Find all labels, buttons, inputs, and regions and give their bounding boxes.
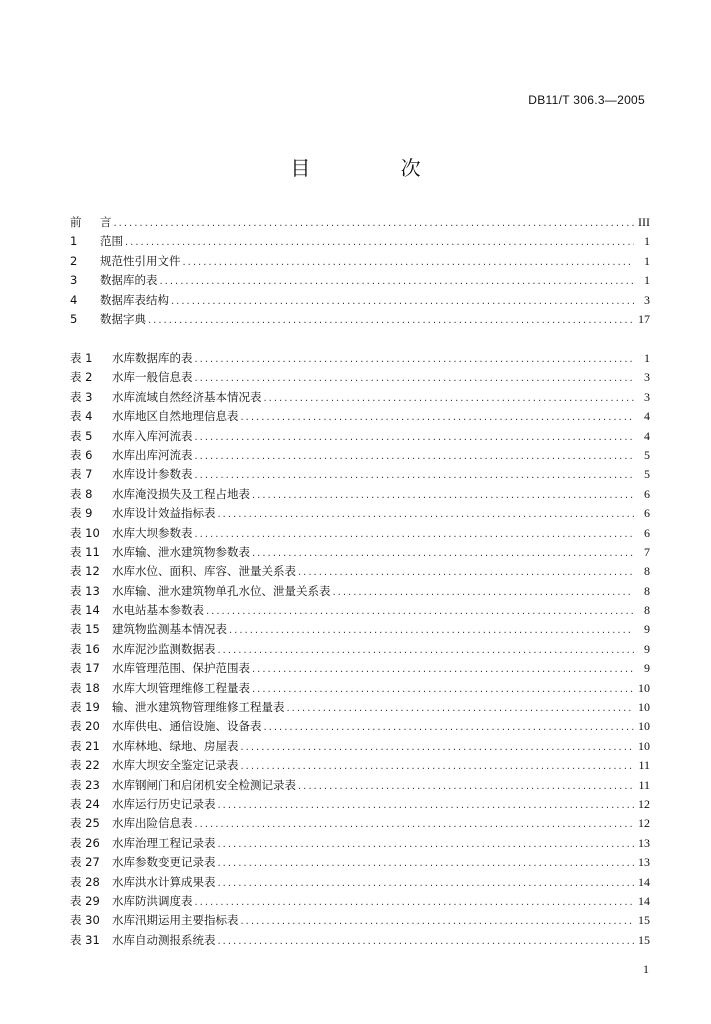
entry-number: 3 — [70, 273, 78, 288]
dot-leader — [195, 369, 635, 388]
entry-label: 输、泄水建筑物管理维修工程量表 — [112, 700, 285, 715]
entry-number: 表 2 — [70, 370, 93, 385]
entry-label: 水库管理范围、保护范围表 — [112, 661, 250, 676]
entry-label: 水库自动测报系统表 — [112, 932, 216, 947]
entry-label: 水库大坝管理维修工程量表 — [112, 680, 250, 695]
dot-leader — [195, 815, 635, 834]
dot-leader — [195, 525, 635, 544]
entry-number: 表 10 — [70, 525, 100, 540]
toc-table-entry[interactable] — [70, 446, 650, 465]
entry-page: 5 — [644, 467, 650, 482]
entry-number: 表 24 — [70, 796, 100, 811]
dot-leader — [183, 253, 635, 272]
entry-label: 水库设计参数表 — [112, 467, 193, 482]
entry-number: 表 25 — [70, 816, 100, 831]
entry-page: 1 — [644, 253, 650, 268]
entry-page: 4 — [644, 409, 650, 424]
entry-number: 表 3 — [70, 389, 93, 404]
dot-leader — [241, 912, 635, 931]
dot-leader — [160, 272, 635, 291]
toc-table-entry[interactable] — [70, 795, 650, 814]
toc-table-entry[interactable] — [70, 640, 650, 659]
dot-leader — [252, 486, 634, 505]
toc-entry[interactable] — [70, 291, 650, 310]
toc-table-entry[interactable] — [70, 756, 650, 775]
entry-page: 13 — [638, 855, 650, 870]
entry-number: 表 13 — [70, 583, 100, 598]
entry-label: 水库洪水计算成果表 — [112, 874, 216, 889]
toc-table-entry[interactable] — [70, 582, 650, 601]
entry-label: 规范性引用文件 — [100, 253, 181, 268]
dot-leader — [195, 466, 635, 485]
dot-leader — [125, 233, 634, 252]
toc-table-entry[interactable] — [70, 504, 650, 523]
dot-leader — [241, 757, 635, 776]
entry-page: 10 — [638, 700, 650, 715]
entry-label: 水库大坝参数表 — [112, 525, 193, 540]
entry-page: 14 — [638, 874, 650, 889]
toc-table-entry[interactable] — [70, 524, 650, 543]
toc-entry[interactable] — [70, 271, 650, 290]
toc-table-entry[interactable] — [70, 659, 650, 678]
entry-page: 12 — [638, 796, 650, 811]
entry-page: 5 — [644, 447, 650, 462]
entry-page: 9 — [644, 661, 650, 676]
dot-leader — [333, 583, 635, 602]
entry-page: 6 — [644, 506, 650, 521]
toc-table-entry[interactable] — [70, 407, 650, 426]
entry-label: 水库运行历史记录表 — [112, 796, 216, 811]
entry-number: 表 27 — [70, 855, 100, 870]
entry-page: 8 — [644, 603, 650, 618]
toc-table-entry[interactable] — [70, 368, 650, 387]
entry-number: 表 16 — [70, 641, 100, 656]
dot-leader — [218, 796, 635, 815]
entry-page: 1 — [644, 273, 650, 288]
entry-label: 水库出险信息表 — [112, 816, 193, 831]
dot-leader — [298, 563, 634, 582]
toc-table-entry[interactable] — [70, 737, 650, 756]
entry-number: 表 17 — [70, 661, 100, 676]
entry-label: 水库流域自然经济基本情况表 — [112, 389, 262, 404]
entry-page: 10 — [638, 680, 650, 695]
entry-label: 水库钢闸门和启闭机安全检测记录表 — [112, 777, 296, 792]
entry-label: 水电站基本参数表 — [112, 603, 204, 618]
document-code: DB11/T 306.3—2005 — [528, 93, 645, 107]
entry-number: 表 22 — [70, 758, 100, 773]
entry-label: 水库数据库的表 — [112, 351, 193, 365]
entry-label: 水库淹没损失及工程占地表 — [112, 486, 250, 501]
entry-number: 表 28 — [70, 874, 100, 889]
entry-number: 4 — [70, 292, 78, 307]
dot-leader — [148, 311, 634, 330]
entry-label: 水库参数变更记录表 — [112, 855, 216, 870]
entry-number: 表 30 — [70, 913, 100, 928]
entry-label: 水库水位、面积、库容、泄量关系表 — [112, 564, 296, 579]
entry-number: 表 14 — [70, 603, 100, 618]
toc-table-entry[interactable] — [70, 427, 650, 446]
dot-leader — [218, 874, 635, 893]
entry-label: 数据库的表 — [100, 273, 158, 288]
dot-leader — [252, 660, 634, 679]
dot-leader — [252, 544, 634, 563]
entry-label: 数据字典 — [100, 311, 146, 326]
entry-label: 言 — [100, 215, 112, 229]
dot-leader — [218, 835, 635, 854]
entry-number: 表 20 — [70, 719, 100, 734]
dot-leader — [252, 680, 634, 699]
entry-label: 建筑物监测基本情况表 — [112, 622, 227, 637]
entry-number: 表 8 — [70, 486, 93, 501]
toc-table-entry[interactable] — [70, 911, 650, 930]
entry-page: 15 — [638, 932, 650, 947]
dot-leader — [264, 718, 635, 737]
dot-leader — [171, 292, 634, 311]
entry-page: 11 — [638, 777, 650, 792]
toc-entry[interactable] — [70, 232, 650, 251]
entry-label: 水库入库河流表 — [112, 428, 193, 443]
entry-number: 1 — [70, 234, 78, 249]
entry-label: 水库供电、通信设施、设备表 — [112, 719, 262, 734]
entry-page: 12 — [638, 816, 650, 831]
entry-label: 范围 — [100, 234, 123, 249]
dot-leader — [298, 777, 634, 796]
entry-page: 13 — [638, 835, 650, 850]
toc-table-entry[interactable] — [70, 485, 650, 504]
toc-entry[interactable] — [70, 310, 650, 329]
entry-number: 表 23 — [70, 777, 100, 792]
entry-label: 水库输、泄水建筑物参数表 — [112, 544, 250, 559]
toc-table-entry[interactable] — [70, 698, 650, 717]
entry-page: 10 — [638, 719, 650, 734]
toc-table-entry[interactable] — [70, 776, 650, 795]
entry-page: 3 — [644, 370, 650, 385]
toc-table-entry[interactable] — [70, 562, 650, 581]
entry-label: 水库林地、绿地、房屋表 — [112, 738, 239, 753]
entry-page: III — [638, 215, 650, 229]
entry-page: 6 — [644, 525, 650, 540]
entry-page: 6 — [644, 486, 650, 501]
entry-label: 水库汛期运用主要指标表 — [112, 913, 239, 928]
entry-label: 水库大坝安全鉴定记录表 — [112, 758, 239, 773]
entry-number: 表 5 — [70, 428, 93, 443]
entry-page: 1 — [644, 234, 650, 249]
dot-leader — [229, 621, 634, 640]
dot-leader — [241, 738, 635, 757]
entry-number: 5 — [70, 311, 78, 326]
toc-table-entry[interactable] — [70, 717, 650, 736]
toc-table-entry[interactable] — [70, 465, 650, 484]
entry-label: 水库出库河流表 — [112, 447, 193, 462]
toc-tables-list — [70, 349, 650, 950]
entry-page: 17 — [638, 311, 650, 326]
toc-table-entry[interactable] — [70, 873, 650, 892]
entry-page: 14 — [638, 893, 650, 908]
toc-table-entry[interactable] — [70, 620, 650, 639]
entry-number: 表 31 — [70, 932, 100, 947]
dot-leader — [218, 854, 635, 873]
entry-number: 表 26 — [70, 835, 100, 850]
toc-table-entry[interactable] — [70, 892, 650, 911]
entry-number: 前 — [70, 215, 82, 229]
entry-number: 表 9 — [70, 506, 93, 521]
entry-number: 表 15 — [70, 622, 100, 637]
toc-table-entry[interactable] — [70, 388, 650, 407]
entry-page: 15 — [638, 913, 650, 928]
entry-number: 表 4 — [70, 409, 93, 424]
page-number: 1 — [643, 962, 649, 976]
toc-entry[interactable] — [70, 213, 650, 232]
entry-number: 表 12 — [70, 564, 100, 579]
toc-table-entry[interactable] — [70, 834, 650, 853]
dot-leader — [195, 350, 635, 369]
entry-number: 表 29 — [70, 893, 100, 908]
entry-page: 9 — [644, 622, 650, 637]
dot-leader — [218, 932, 635, 951]
entry-label: 水库地区自然地理信息表 — [112, 409, 239, 424]
entry-page: 3 — [644, 389, 650, 404]
entry-number: 2 — [70, 253, 78, 268]
toc-table-entry[interactable] — [70, 931, 650, 950]
dot-leader — [218, 505, 635, 524]
toc-table-entry[interactable] — [70, 349, 650, 368]
entry-page: 9 — [644, 641, 650, 656]
entry-number: 表 19 — [70, 700, 100, 715]
entry-label: 水库防洪调度表 — [112, 893, 193, 908]
dot-leader — [241, 408, 635, 427]
toc-entry[interactable] — [70, 252, 650, 271]
dot-leader — [264, 389, 635, 408]
entry-label: 水库设计效益指标表 — [112, 506, 216, 521]
toc-table-entry[interactable] — [70, 543, 650, 562]
entry-page: 8 — [644, 564, 650, 579]
entry-label: 数据库表结构 — [100, 292, 169, 307]
toc-sections-list — [70, 213, 650, 329]
dot-leader — [287, 699, 635, 718]
entry-number: 表 21 — [70, 738, 100, 753]
dot-leader — [195, 447, 635, 466]
entry-page: 8 — [644, 583, 650, 598]
entry-label: 水库一般信息表 — [112, 370, 193, 385]
entry-label: 水库输、泄水建筑物单孔水位、泄量关系表 — [112, 583, 331, 598]
entry-label: 水库治理工程记录表 — [112, 835, 216, 850]
dot-leader — [195, 893, 635, 912]
entry-page: 11 — [638, 758, 650, 773]
entry-page: 7 — [644, 544, 650, 559]
entry-number: 表 11 — [70, 544, 100, 559]
toc-table-entry[interactable] — [70, 679, 650, 698]
toc-table-entry[interactable] — [70, 601, 650, 620]
page-title: 目 次 — [290, 156, 463, 180]
entry-number: 表 18 — [70, 680, 100, 695]
dot-leader — [114, 214, 635, 233]
entry-label: 水库泥沙监测数据表 — [112, 641, 216, 656]
dot-leader — [218, 641, 635, 660]
entry-page: 3 — [644, 292, 650, 307]
dot-leader — [206, 602, 634, 621]
toc-table-entry[interactable] — [70, 814, 650, 833]
entry-number: 表 1 — [70, 351, 93, 365]
entry-page: 4 — [644, 428, 650, 443]
entry-number: 表 6 — [70, 447, 93, 462]
entry-page: 10 — [638, 738, 650, 753]
entry-number: 表 7 — [70, 467, 93, 482]
dot-leader — [195, 428, 635, 447]
toc-table-entry[interactable] — [70, 853, 650, 872]
entry-page: 1 — [644, 351, 650, 365]
